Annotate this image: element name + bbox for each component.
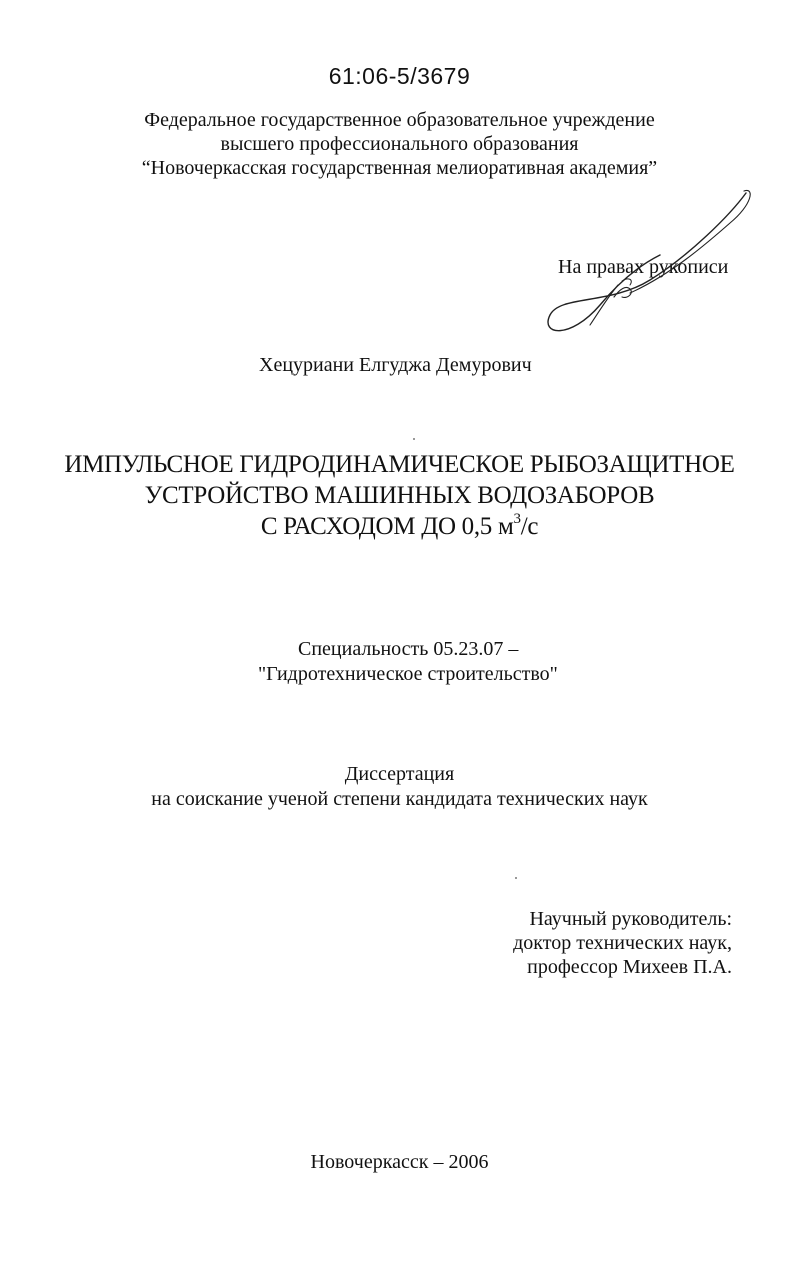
institution-line-3: “Новочеркасская государственная мелиоративная академия” [141,157,658,179]
scan-speck [413,438,415,440]
scan-speck-2 [515,877,517,879]
supervisor-line-1: Научный руководитель: [529,908,732,930]
title-line-1: ИМПУЛЬСНОЕ ГИДРОДИНАМИЧЕСКОЕ РЫБОЗАЩИТНОЕ [64,451,735,478]
title-line-2: УСТРОЙСТВО МАШИННЫХ ВОДОЗАБОРОВ [144,482,655,509]
title-superscript: 3 [513,511,521,527]
specialty-line-1: Специальность 05.23.07 – [298,638,519,660]
author-name: Хецуриани Елгуджа Демурович [259,354,532,376]
supervisor-line-2: доктор технических наук, [513,932,732,954]
institution-line-2: высшего профессионального образования [220,133,579,155]
dissertation-line-1: Диссертация [344,763,455,785]
title-line-3 [0,511,799,542]
title-line-3-unit: /с [520,513,539,540]
institution-line-1: Федеральное государственное образовательное учреждение [144,109,655,131]
specialty-line-2: "Гидротехническое строительство" [258,663,558,685]
dissertation-line-2: на соискание ученой степени кандидата технических наук [151,788,648,810]
city-year: Новочеркасск – 2006 [310,1151,489,1173]
supervisor-line-3: профессор Михеев П.А. [527,956,732,978]
registration-code: 61:06-5/3679 [328,63,471,89]
supervisor-block [480,907,732,979]
title-line-3-text: С РАСХОДОМ ДО 0,5 м [260,513,514,540]
manuscript-note: На правах рукописи [558,256,729,278]
